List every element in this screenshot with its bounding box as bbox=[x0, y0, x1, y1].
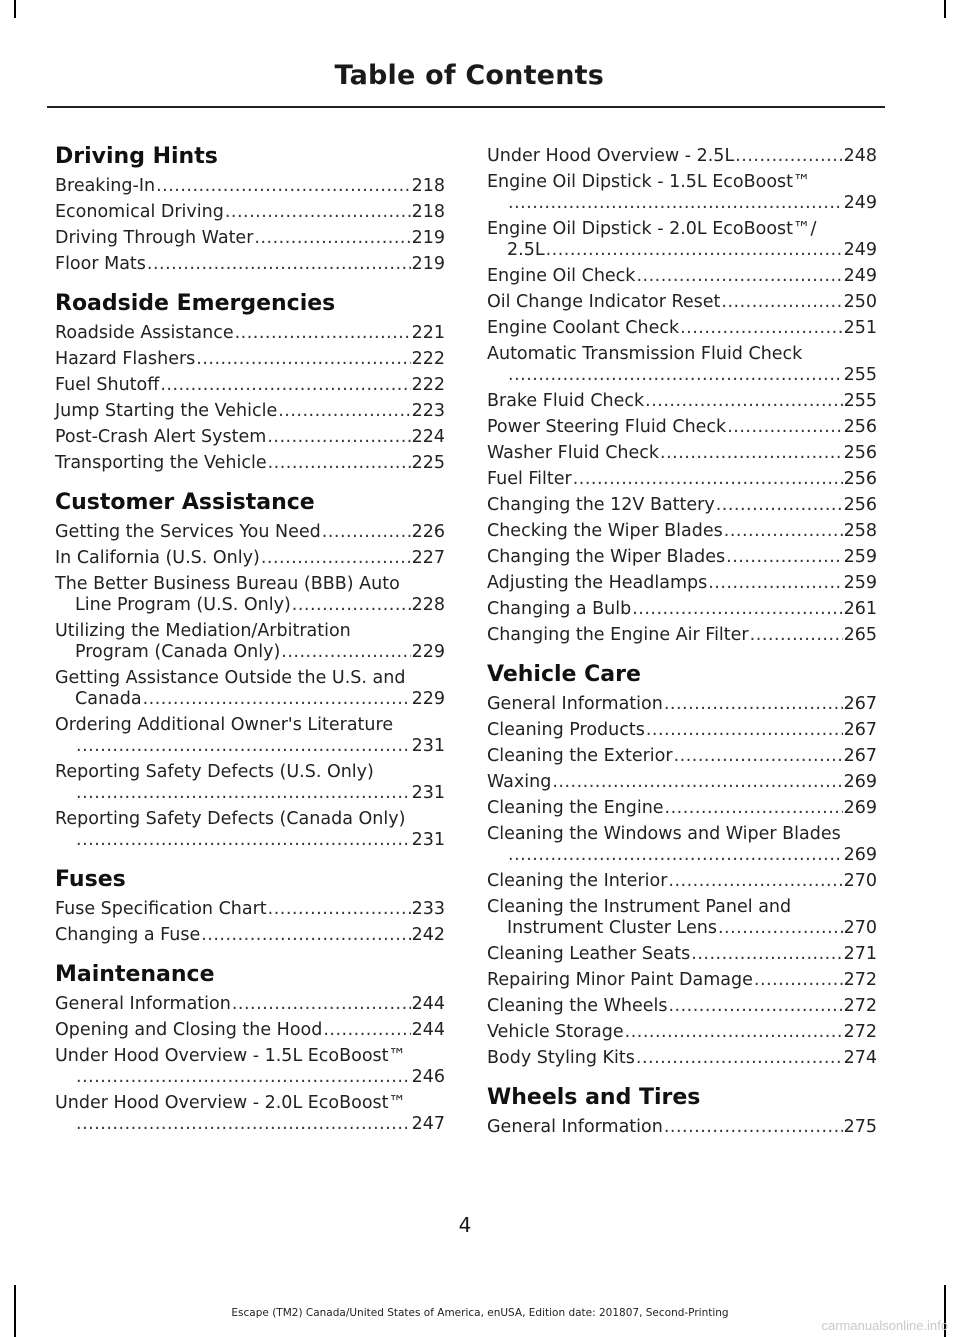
toc-entry-title: Ordering Additional Owner's Literature bbox=[55, 715, 394, 735]
toc-entry-page: 244 bbox=[411, 1020, 445, 1040]
toc-entry-title: Program (Canada Only) bbox=[75, 642, 281, 662]
dot-leader bbox=[668, 871, 842, 892]
section-heading: Wheels and Tires bbox=[487, 1085, 701, 1110]
toc-entry[interactable] bbox=[55, 621, 445, 663]
toc-entry-page: 267 bbox=[843, 720, 877, 740]
toc-entry-title: Body Styling Kits bbox=[487, 1048, 635, 1068]
toc-entry[interactable] bbox=[487, 443, 877, 464]
toc-entry-page: 255 bbox=[843, 365, 877, 385]
dot-leader bbox=[735, 146, 842, 167]
toc-entry-page: 225 bbox=[411, 453, 445, 473]
toc-entry[interactable] bbox=[55, 1046, 445, 1088]
toc-entry-title: Opening and Closing the Hood bbox=[55, 1020, 323, 1040]
toc-entry-title: Changing the Wiper Blades bbox=[487, 547, 726, 567]
dot-leader bbox=[76, 1114, 411, 1135]
dot-leader bbox=[664, 1117, 843, 1138]
section-heading: Maintenance bbox=[55, 962, 215, 987]
toc-entry-title: Getting Assistance Outside the U.S. and bbox=[55, 668, 406, 688]
toc-entry-title: Oil Change Indicator Reset bbox=[487, 292, 721, 312]
toc-entry-page: 224 bbox=[411, 427, 445, 447]
dot-leader bbox=[147, 254, 411, 275]
toc-entry-page: 231 bbox=[411, 830, 445, 850]
toc-entry-title: Line Program (U.S. Only) bbox=[75, 595, 291, 615]
dot-leader bbox=[196, 349, 410, 370]
toc-entry-title: Under Hood Overview - 1.5L EcoBoost™ bbox=[55, 1046, 407, 1066]
toc-entry-page: 265 bbox=[843, 625, 877, 645]
toc-entry-title: Breaking-In bbox=[55, 176, 156, 196]
toc-entry[interactable] bbox=[487, 495, 877, 516]
toc-entry-page: 249 bbox=[843, 240, 877, 260]
toc-section bbox=[55, 960, 445, 1135]
section-heading: Fuses bbox=[55, 867, 126, 892]
toc-entry-title: Changing the 12V Battery bbox=[487, 495, 715, 515]
dot-leader bbox=[76, 830, 411, 851]
dot-leader bbox=[267, 427, 410, 448]
dot-leader bbox=[645, 391, 842, 412]
dot-leader bbox=[160, 375, 410, 396]
toc-entry-title: Power Steering Fluid Check bbox=[487, 417, 727, 437]
footer-edition-info: Escape (TM2) Canada/United States of America, enUSA, Edition date: 201807, Second-Printing bbox=[231, 1307, 729, 1319]
toc-entry[interactable] bbox=[55, 715, 445, 757]
toc-entry-title: Cleaning the Wheels bbox=[487, 996, 668, 1016]
toc-entry[interactable] bbox=[55, 994, 445, 1015]
toc-entry-page: 259 bbox=[843, 573, 877, 593]
toc-entry-page: 246 bbox=[411, 1067, 445, 1087]
toc-entry-page: 227 bbox=[411, 548, 445, 568]
toc-entry-title: Instrument Cluster Lens bbox=[507, 918, 717, 938]
toc-entry-title: Driving Through Water bbox=[55, 228, 254, 248]
toc-entry-page: 267 bbox=[843, 746, 877, 766]
toc-entry[interactable] bbox=[487, 344, 877, 386]
toc-entry[interactable] bbox=[55, 762, 445, 804]
toc-entry-page: 270 bbox=[843, 871, 877, 891]
watermark: carmanualsonline.info bbox=[821, 1318, 948, 1333]
toc-entry-title: Cleaning the Exterior bbox=[487, 746, 673, 766]
dot-leader bbox=[680, 318, 842, 339]
toc-entry[interactable] bbox=[55, 176, 445, 197]
toc-entry-page: 272 bbox=[843, 970, 877, 990]
toc-entry[interactable] bbox=[487, 746, 877, 767]
dot-leader bbox=[721, 292, 842, 313]
toc-entry-title: Engine Oil Dipstick - 1.5L EcoBoost™ bbox=[487, 172, 811, 192]
toc-entry[interactable] bbox=[55, 375, 445, 396]
toc-entry-page: 228 bbox=[411, 595, 445, 615]
toc-entry-page: 249 bbox=[843, 193, 877, 213]
dot-leader bbox=[156, 176, 411, 197]
dot-leader bbox=[552, 772, 842, 793]
toc-entry-title: Checking the Wiper Blades bbox=[487, 521, 723, 541]
dot-leader bbox=[750, 625, 843, 646]
dot-leader bbox=[727, 417, 842, 438]
dot-leader bbox=[261, 548, 411, 569]
toc-section bbox=[487, 660, 877, 1069]
toc-entry-page: 231 bbox=[411, 736, 445, 756]
dot-leader bbox=[281, 642, 410, 663]
toc-entry-page: 274 bbox=[843, 1048, 877, 1068]
dot-leader bbox=[143, 689, 411, 710]
toc-entry-title: Under Hood Overview - 2.5L bbox=[487, 146, 735, 166]
toc-entry-title: Fuel Filter bbox=[487, 469, 572, 489]
toc-entry-title: Repairing Minor Paint Damage bbox=[487, 970, 753, 990]
toc-entry-page: 231 bbox=[411, 783, 445, 803]
section-heading: Roadside Emergencies bbox=[55, 291, 336, 316]
section-heading: Vehicle Care bbox=[487, 662, 641, 687]
dot-leader bbox=[691, 944, 842, 965]
dot-leader bbox=[508, 845, 843, 866]
toc-entry-page: 247 bbox=[411, 1114, 445, 1134]
toc-entry[interactable] bbox=[487, 694, 877, 715]
toc-entry-title: Jump Starting the Vehicle bbox=[55, 401, 278, 421]
toc-entry[interactable] bbox=[487, 573, 877, 594]
toc-entry-page: 256 bbox=[843, 417, 877, 437]
toc-entry-page: 267 bbox=[843, 694, 877, 714]
toc-entry-page: 249 bbox=[843, 266, 877, 286]
toc-entry-page: 233 bbox=[411, 899, 445, 919]
dot-leader bbox=[232, 994, 411, 1015]
toc-entry-page: 272 bbox=[843, 1022, 877, 1042]
toc-entry-title: Fuel Shutoff bbox=[55, 375, 160, 395]
toc-entry-title: Cleaning Leather Seats bbox=[487, 944, 691, 964]
toc-entry-title: Cleaning the Windows and Wiper Blades bbox=[487, 824, 841, 844]
section-heading: Driving Hints bbox=[55, 144, 218, 169]
toc-entry[interactable] bbox=[487, 1048, 877, 1069]
toc-left-column bbox=[55, 142, 445, 1149]
dot-leader bbox=[573, 469, 843, 490]
toc-right-column bbox=[487, 146, 877, 1152]
toc-entry-page: 275 bbox=[843, 1117, 877, 1137]
toc-entry[interactable] bbox=[55, 349, 445, 370]
toc-entry[interactable] bbox=[487, 798, 877, 819]
toc-entry-page: 223 bbox=[411, 401, 445, 421]
toc-entry-title: Changing the Engine Air Filter bbox=[487, 625, 749, 645]
toc-entry-page: 218 bbox=[411, 176, 445, 196]
toc-entry-title: Cleaning the Instrument Panel and bbox=[487, 897, 792, 917]
toc-section bbox=[487, 146, 877, 646]
dot-leader bbox=[646, 720, 843, 741]
dot-leader bbox=[665, 798, 843, 819]
dot-leader bbox=[254, 228, 410, 249]
toc-entry[interactable] bbox=[487, 318, 877, 339]
dot-leader bbox=[76, 783, 411, 804]
toc-entry[interactable] bbox=[487, 720, 877, 741]
toc-entry[interactable] bbox=[487, 219, 877, 261]
dot-leader bbox=[726, 547, 842, 568]
toc-entry[interactable] bbox=[487, 1117, 877, 1138]
toc-entry-title: Cleaning the Interior bbox=[487, 871, 668, 891]
toc-entry-title: Transporting the Vehicle bbox=[55, 453, 267, 473]
dot-leader bbox=[268, 453, 411, 474]
toc-entry-title: Automatic Transmission Fluid Check bbox=[487, 344, 803, 364]
dot-leader bbox=[632, 599, 842, 620]
dot-leader bbox=[278, 401, 410, 422]
toc-entry[interactable] bbox=[55, 809, 445, 851]
page-title: Table of Contents bbox=[334, 60, 604, 91]
dot-leader bbox=[668, 996, 842, 1017]
toc-entry[interactable] bbox=[487, 417, 877, 438]
toc-entry[interactable] bbox=[487, 599, 877, 620]
toc-entry-title: Brake Fluid Check bbox=[487, 391, 645, 411]
toc-entry[interactable] bbox=[55, 427, 445, 448]
toc-section bbox=[55, 142, 445, 275]
toc-entry[interactable] bbox=[487, 871, 877, 892]
dot-leader bbox=[754, 970, 843, 991]
toc-entry[interactable] bbox=[55, 453, 445, 474]
dot-leader bbox=[708, 573, 842, 594]
toc-entry-page: 242 bbox=[411, 925, 445, 945]
dot-leader bbox=[546, 240, 843, 261]
dot-leader bbox=[664, 694, 843, 715]
toc-entry[interactable] bbox=[55, 522, 445, 543]
toc-entry-title: Engine Oil Check bbox=[487, 266, 636, 286]
toc-entry-page: 255 bbox=[843, 391, 877, 411]
toc-entry-title: Vehicle Storage bbox=[487, 1022, 624, 1042]
toc-entry-page: 221 bbox=[411, 323, 445, 343]
toc-entry-page: 248 bbox=[843, 146, 877, 166]
toc-entry[interactable] bbox=[55, 1093, 445, 1135]
dot-leader bbox=[323, 1020, 410, 1041]
dot-leader bbox=[660, 443, 843, 464]
toc-entry[interactable] bbox=[55, 228, 445, 249]
toc-entry[interactable] bbox=[487, 521, 877, 542]
toc-entry[interactable] bbox=[55, 899, 445, 920]
toc-entry-title: General Information bbox=[55, 994, 231, 1014]
toc-entry[interactable] bbox=[487, 625, 877, 646]
toc-entry[interactable] bbox=[55, 574, 445, 616]
toc-entry-title: General Information bbox=[487, 694, 663, 714]
toc-entry[interactable] bbox=[55, 323, 445, 344]
dot-leader bbox=[636, 1048, 843, 1069]
toc-entry-page: 222 bbox=[411, 349, 445, 369]
toc-entry-page: 269 bbox=[843, 798, 877, 818]
dot-leader bbox=[716, 495, 843, 516]
dot-leader bbox=[292, 595, 411, 616]
toc-entry[interactable] bbox=[487, 172, 877, 214]
dot-leader bbox=[76, 1067, 411, 1088]
toc-entry-title: Changing a Bulb bbox=[487, 599, 632, 619]
crop-mark-top-left bbox=[14, 0, 16, 18]
toc-entry-page: 256 bbox=[843, 469, 877, 489]
toc-entry-page: 258 bbox=[843, 521, 877, 541]
toc-entry[interactable] bbox=[55, 668, 445, 710]
toc-entry[interactable] bbox=[55, 254, 445, 275]
header-rule bbox=[47, 106, 885, 108]
toc-entry[interactable] bbox=[487, 996, 877, 1017]
dot-leader bbox=[724, 521, 843, 542]
toc-entry[interactable] bbox=[487, 547, 877, 568]
dot-leader bbox=[508, 365, 843, 386]
toc-entry-page: 229 bbox=[411, 642, 445, 662]
toc-entry[interactable] bbox=[55, 548, 445, 569]
toc-entry-title: Roadside Assistance bbox=[55, 323, 234, 343]
dot-leader bbox=[636, 266, 842, 287]
dot-leader bbox=[508, 193, 843, 214]
toc-entry-title: Changing a Fuse bbox=[55, 925, 201, 945]
toc-entry-page: 256 bbox=[843, 443, 877, 463]
toc-section bbox=[55, 488, 445, 851]
toc-entry-title: Washer Fluid Check bbox=[487, 443, 660, 463]
toc-entry-title: Reporting Safety Defects (Canada Only) bbox=[55, 809, 406, 829]
toc-entry-page: 219 bbox=[411, 228, 445, 248]
toc-entry-page: 269 bbox=[843, 772, 877, 792]
toc-entry-page: 250 bbox=[843, 292, 877, 312]
toc-section bbox=[55, 865, 445, 946]
toc-entry[interactable] bbox=[487, 469, 877, 490]
toc-entry-page: 244 bbox=[411, 994, 445, 1014]
toc-entry[interactable] bbox=[55, 1020, 445, 1041]
toc-entry-page: 229 bbox=[411, 689, 445, 709]
toc-entry-title: Engine Oil Dipstick - 2.0L EcoBoost™/ bbox=[487, 219, 817, 239]
toc-entry[interactable] bbox=[487, 146, 877, 167]
toc-entry[interactable] bbox=[55, 401, 445, 422]
toc-entry[interactable] bbox=[55, 202, 445, 223]
toc-entry-title: Waxing bbox=[487, 772, 552, 792]
toc-entry-title: Reporting Safety Defects (U.S. Only) bbox=[55, 762, 374, 782]
toc-entry[interactable] bbox=[487, 1022, 877, 1043]
dot-leader bbox=[225, 202, 411, 223]
toc-entry-page: 261 bbox=[843, 599, 877, 619]
toc-section bbox=[487, 1083, 877, 1138]
dot-leader bbox=[674, 746, 843, 767]
dot-leader bbox=[268, 899, 411, 920]
toc-entry-title: Cleaning the Engine bbox=[487, 798, 664, 818]
dot-leader bbox=[322, 522, 411, 543]
crop-mark-top-right bbox=[944, 0, 946, 18]
toc-entry[interactable] bbox=[487, 824, 877, 866]
toc-entry[interactable] bbox=[55, 925, 445, 946]
toc-entry-title: The Better Business Bureau (BBB) Auto bbox=[55, 574, 400, 594]
toc-entry-title: Floor Mats bbox=[55, 254, 146, 274]
toc-entry-title: Engine Coolant Check bbox=[487, 318, 680, 338]
toc-entry-page: 270 bbox=[843, 918, 877, 938]
dot-leader bbox=[201, 925, 410, 946]
toc-entry[interactable] bbox=[487, 266, 877, 287]
toc-entry-title: General Information bbox=[487, 1117, 663, 1137]
toc-entry-title: Cleaning Products bbox=[487, 720, 645, 740]
toc-entry-page: 256 bbox=[843, 495, 877, 515]
dot-leader bbox=[625, 1022, 843, 1043]
toc-entry-page: 271 bbox=[843, 944, 877, 964]
toc-entry-title: Getting the Services You Need bbox=[55, 522, 321, 542]
toc-entry[interactable] bbox=[487, 897, 877, 939]
toc-entry-title: Canada bbox=[75, 689, 142, 709]
dot-leader bbox=[718, 918, 843, 939]
dot-leader bbox=[76, 736, 411, 757]
toc-entry-title: Under Hood Overview - 2.0L EcoBoost™ bbox=[55, 1093, 407, 1113]
toc-entry-title: Adjusting the Headlamps bbox=[487, 573, 708, 593]
section-heading: Customer Assistance bbox=[55, 490, 315, 515]
toc-entry-title: 2.5L bbox=[507, 240, 545, 260]
toc-entry-page: 269 bbox=[843, 845, 877, 865]
toc-entry-page: 251 bbox=[843, 318, 877, 338]
toc-section bbox=[55, 289, 445, 474]
toc-entry-title: Hazard Flashers bbox=[55, 349, 196, 369]
toc-entry-page: 259 bbox=[843, 547, 877, 567]
toc-entry-page: 272 bbox=[843, 996, 877, 1016]
toc-entry-title: Utilizing the Mediation/Arbitration bbox=[55, 621, 351, 641]
page-number: 4 bbox=[458, 1213, 472, 1237]
toc-entry[interactable] bbox=[487, 970, 877, 991]
toc-entry[interactable] bbox=[487, 292, 877, 313]
toc-entry-page: 222 bbox=[411, 375, 445, 395]
toc-entry-title: Economical Driving bbox=[55, 202, 224, 222]
toc-entry-title: In California (U.S. Only) bbox=[55, 548, 260, 568]
dot-leader bbox=[235, 323, 411, 344]
toc-entry-title: Fuse Specification Chart bbox=[55, 899, 267, 919]
toc-entry[interactable] bbox=[487, 944, 877, 965]
toc-entry[interactable] bbox=[487, 391, 877, 412]
toc-entry-page: 218 bbox=[411, 202, 445, 222]
toc-entry-page: 219 bbox=[411, 254, 445, 274]
toc-entry-title: Post-Crash Alert System bbox=[55, 427, 267, 447]
toc-entry-page: 226 bbox=[411, 522, 445, 542]
toc-entry[interactable] bbox=[487, 772, 877, 793]
